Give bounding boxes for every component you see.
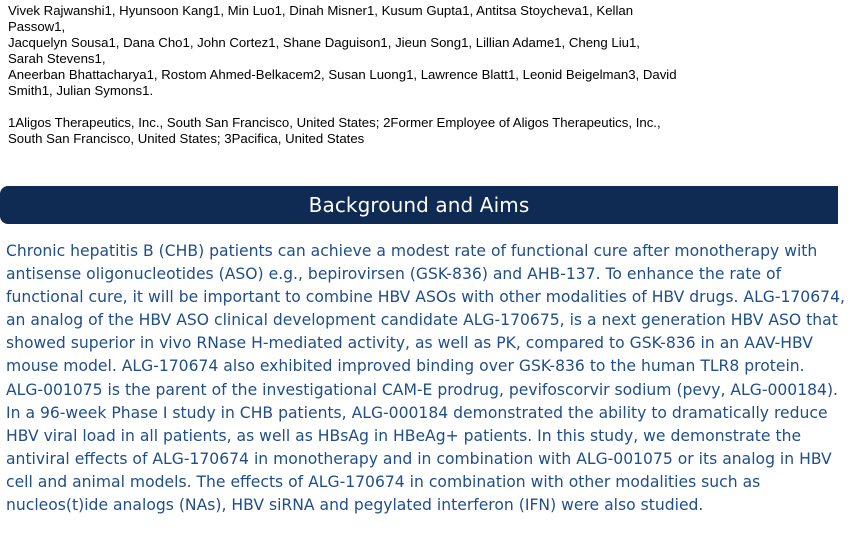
body-line: cell and animal models. The effects of ALG-170674 in combination with other modalities such as [6,472,761,491]
body-line: nucleos(t)ide analogs (NAs), HBV siRNA and pegylated interferon (IFN) were also studied. [6,496,704,515]
author-line: Aneerban Bhattacharya1, Rostom Ahmed-Belkacem2, Susan Luong1, Lawrence Blatt1, Leonid Beigelman3, David [8,67,677,82]
body-line: an analog of the HBV ASO clinical development candidate ALG-170675, is a next generation HBV ASO that [6,311,838,330]
author-list [8,3,738,99]
body-line: HBV viral load in all patients, as well as HBsAg in HBeAg+ patients. In this study, we demonstrate the [6,426,802,445]
body-line: antiviral effects of ALG-170674 in monotherapy and in combination with ALG-001075 or its analog in HBV [6,449,832,468]
abstract-body [6,240,851,517]
author-line: Sarah Stevens1, [8,51,106,66]
body-line: antisense oligonucleotides (ASO) e.g., bepirovirsen (GSK-836) and AHB-137. To enhance the rate of [6,265,782,284]
body-line: In a 96-week Phase I study in CHB patients, ALG-000184 demonstrated the ability to dramatically reduce [6,403,828,422]
author-line: Vivek Rajwanshi1, Hyunsoon Kang1, Min Luo1, Dinah Misner1, Kusum Gupta1, Antitsa Stoycheva1, Kellan [8,3,634,18]
body-line: Chronic hepatitis B (CHB) patients can achieve a modest rate of functional cure after monotherapy with [6,242,818,260]
affiliation-line: 1Aligos Therapeutics, Inc., South San Francisco, United States; 2Former Employee of Aligos Therapeutics, Inc., [8,115,661,130]
section-header-background-and-aims [0,186,838,224]
body-line: mouse model. ALG-170674 also exhibited improved binding over GSK-836 to the human TLR8 protein. [6,357,805,376]
section-title: Background and Aims [308,193,530,217]
affiliations [8,115,768,147]
body-line: functional cure, it will be important to combine HBV ASOs with other modalities of HBV drugs. ALG-170674, [6,288,845,307]
body-line: showed superior in vivo RNase H-mediated activity, as well as PK, compared to GSK-836 in an AAV-HBV [6,334,813,353]
affiliation-line: South San Francisco, United States; 3Pacifica, United States [8,131,365,146]
author-line: Passow1, [8,19,66,34]
author-line: Jacquelyn Sousa1, Dana Cho1, John Cortez1, Shane Daguison1, Jieun Song1, Lillian Adame1, Cheng Liu1, [8,35,640,50]
author-line: Smith1, Julian Symons1. [8,83,154,98]
body-line: ALG-001075 is the parent of the investigational CAM-E prodrug, pevifoscorvir sodium (pevy, ALG-000184). [6,380,839,399]
